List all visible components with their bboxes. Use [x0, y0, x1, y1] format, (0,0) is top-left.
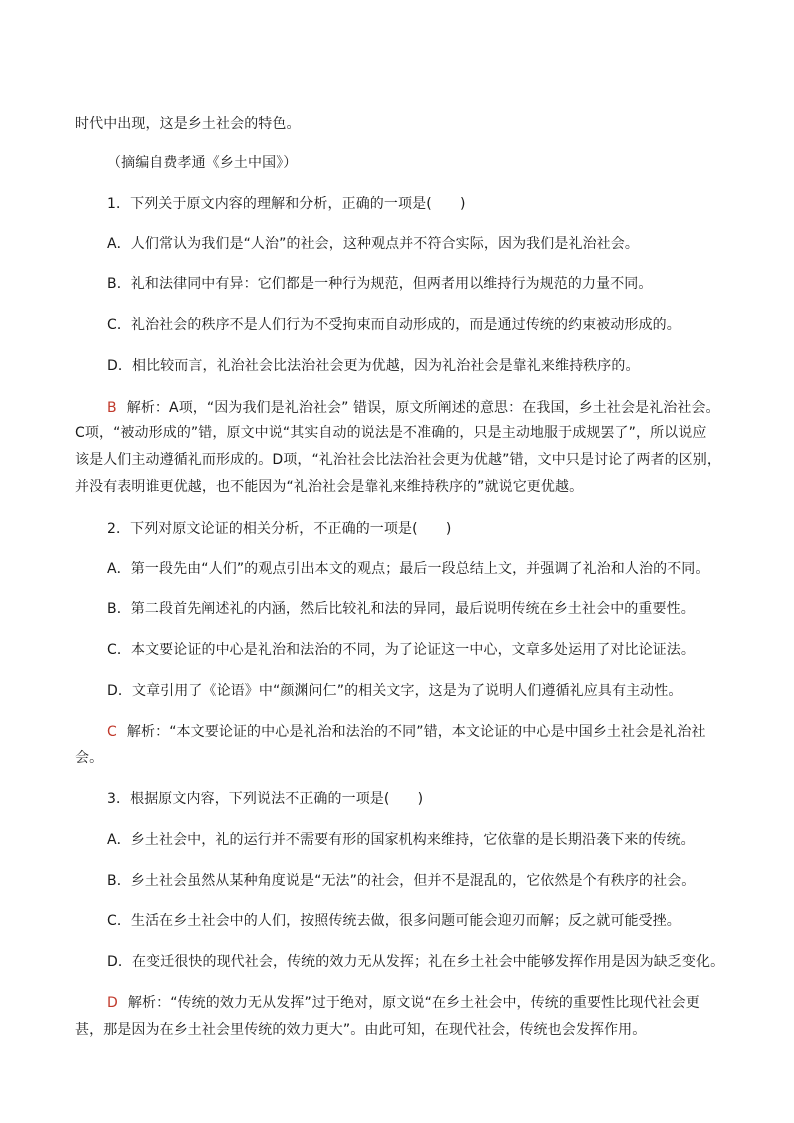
question-2-option-d: D．文章引用了《论语》中“颜渊问仁”的相关文字，这是为了说明人们遵循礼应具有主动性。	[107, 683, 683, 699]
source-citation: （摘编自费孝通《乡土中国》）	[107, 155, 298, 171]
question-3-option-b: B．乡土社会虽然从某种角度说是“无法”的社会，但并不是混乱的，它依然是个有秩序的社会。	[107, 873, 696, 889]
question-3-analysis-line: D 解析：“传统的效力无从发挥”过于绝对，原文说“在乡土社会中，传统的重要性比现代社会更	[107, 995, 700, 1011]
question-3-option-c: C．生活在乡土社会中的人们，按照传统去做，很多问题可能会迎刃而解；反之就可能受挫。	[107, 913, 681, 929]
question-3-option-a: A．乡土社会中，礼的运行并不需要有形的国家机构来维持，它依靠的是长期沿袭下来的传统。	[107, 832, 695, 848]
question-1-option-d: D．相比较而言，礼治社会比法治社会更为优越，因为礼治社会是靠礼来维持秩序的。	[107, 358, 640, 374]
question-2-analysis-line: C 解析：“本文要论证的中心是礼治和法治的不同”错，本文论证的中心是中国乡土社会是礼治社	[107, 724, 706, 740]
question-1-analysis-line: B 解析：A项，“因为我们是礼治社会” 错误，原文所阐述的意思：在我国，乡土社会是礼治社会。	[107, 400, 720, 416]
question-1-analysis-line: 该是人们主动遵循礼而形成的。D项，“礼治社会比法治社会更为优越”错，文中只是讨论了两者的区别，	[75, 452, 721, 468]
question-2-analysis-line: 会。	[75, 750, 104, 766]
question-2-option-a: A．第一段先由“人们”的观点引出本文的观点；最后一段总结上文，并强调了礼治和人治的不同。	[107, 561, 710, 577]
question-1-option-a: A．人们常认为我们是“人治”的社会，这种观点并不符合实际，因为我们是礼治社会。	[107, 236, 639, 252]
question-3-analysis-line: 甚，那是因为在乡土社会里传统的效力更大”。由此可知，在现代社会，传统也会发挥作用。	[75, 1022, 647, 1038]
question-1-analysis-line: C项，“被动形成的”错，原文中说“其实自动的说法是不准确的，只是主动地服于成规罢了”，所以说应	[75, 425, 707, 441]
question-1-option-b: B．礼和法律同中有异：它们都是一种行为规范，但两者用以维持行为规范的力量不同。	[107, 276, 653, 292]
question-1-answer: B	[107, 400, 117, 416]
question-2-stem: 2．下列对原文论证的相关分析，不正确的一项是( )	[107, 521, 452, 537]
question-1-stem: 1．下列关于原文内容的理解和分析，正确的一项是( )	[107, 196, 466, 212]
text-line: 时代中出现，这是乡土社会的特色。	[75, 116, 301, 132]
question-1-analysis-line: 并没有表明谁更优越，也不能因为“礼治社会是靠礼来维持秩序的”就说它更优越。	[75, 479, 584, 495]
question-3-stem: 3．根据原文内容，下列说法不正确的一项是( )	[107, 791, 424, 807]
question-2-option-b: B．第二段首先阐述礼的内涵，然后比较礼和法的异同，最后说明传统在乡土社会中的重要性。	[107, 601, 695, 617]
question-1-option-c: C．礼治社会的秩序不是人们行为不受拘束而自动形成的，而是通过传统的约束被动形成的。	[107, 317, 681, 333]
question-2-answer: C	[107, 724, 117, 740]
question-2-option-c: C．本文要论证的中心是礼治和法治的不同，为了论证这一中心，文章多处运用了对比论证法。	[107, 642, 695, 658]
question-3-option-d: D．在变迁很快的现代社会，传统的效力无从发挥；礼在乡土社会中能够发挥作用是因为缺乏变化。	[107, 954, 725, 970]
question-3-answer: D	[107, 995, 118, 1011]
